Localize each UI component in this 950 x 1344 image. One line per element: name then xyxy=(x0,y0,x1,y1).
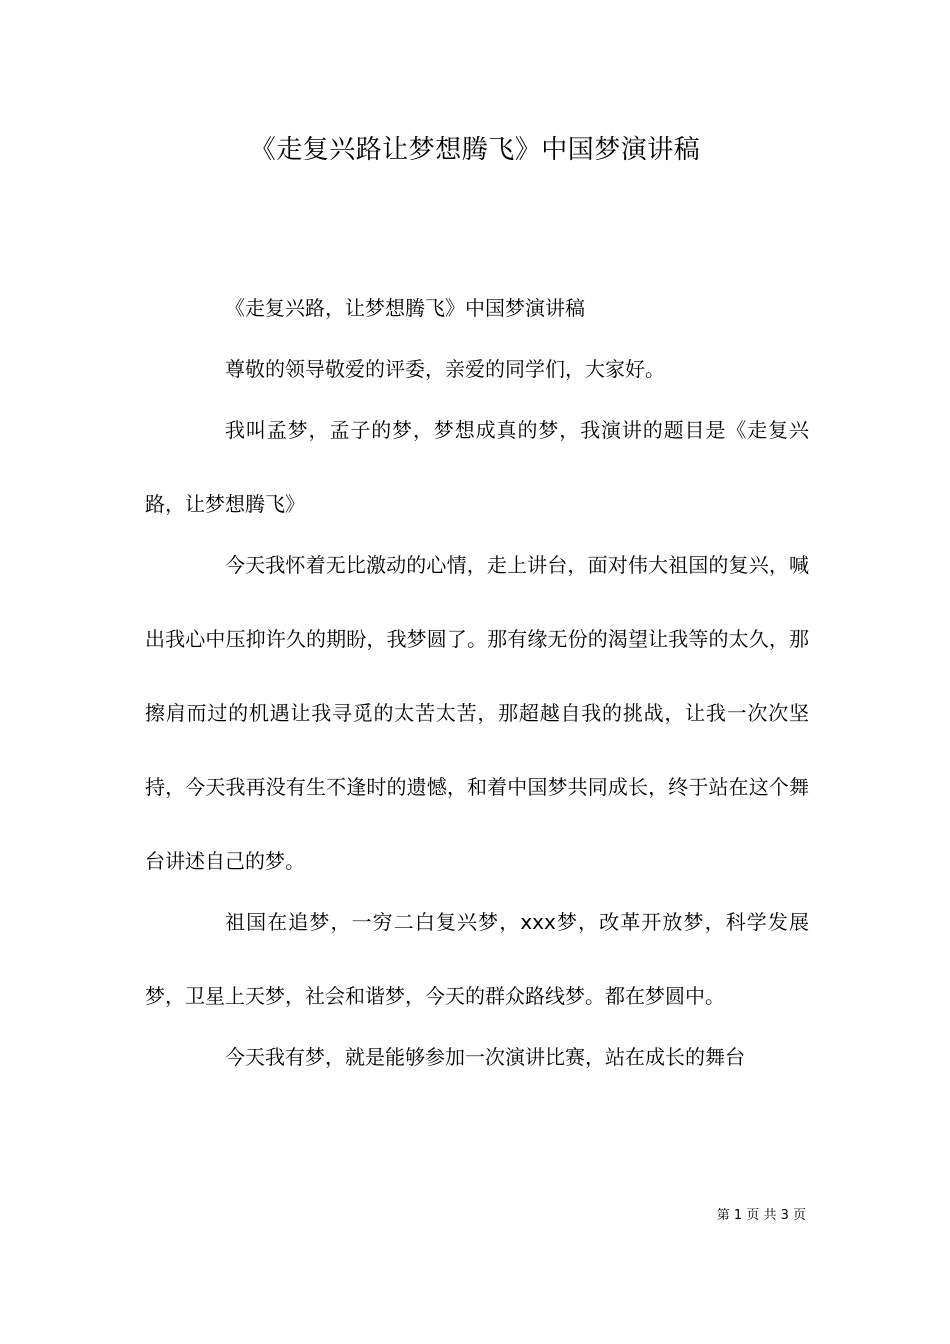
paragraph-greeting: 尊敬的领导敬爱的评委，亲爱的同学们，大家好。 xyxy=(225,357,665,381)
paragraph-heading: 《走复兴路，让梦想腾飞》中国梦演讲稿 xyxy=(225,296,585,320)
paragraph-motherland-dream: 祖国在追梦，一穷二白复兴梦，xxx梦，改革开放梦，科学发展梦，卫星上天梦，社会和谐梦，今天的群众路线梦。都在梦圆中。 xyxy=(145,910,809,1008)
document-body xyxy=(145,288,809,1098)
paragraph-dream-fulfilled: 今天我怀着无比激动的心情，走上讲台，面对伟大祖国的复兴，喊出我心中压抑许久的期盼，我梦圆了。那有缘无份的渴望让我等的太久，那擦肩而过的机遇让我寻觅的太苦太苦，那超越自我的挑战，让我一次次坚持，今天我再没有生不逢时的遗憾，和着中国梦共同成长，终于站在这个舞台讲述自己的梦。 xyxy=(145,553,809,873)
paragraph-introduction: 我叫孟梦，孟子的梦，梦想成真的梦，我演讲的题目是《走复兴路，让梦想腾飞》 xyxy=(145,418,809,516)
paragraph-my-dream: 今天我有梦，就是能够参加一次演讲比赛，站在成长的舞台 xyxy=(225,1045,745,1069)
document-title: 《走复兴路让梦想腾飞》中国梦演讲稿 xyxy=(249,135,701,165)
page-number-footer: 第 1 页 共 3 页 xyxy=(716,1208,806,1223)
